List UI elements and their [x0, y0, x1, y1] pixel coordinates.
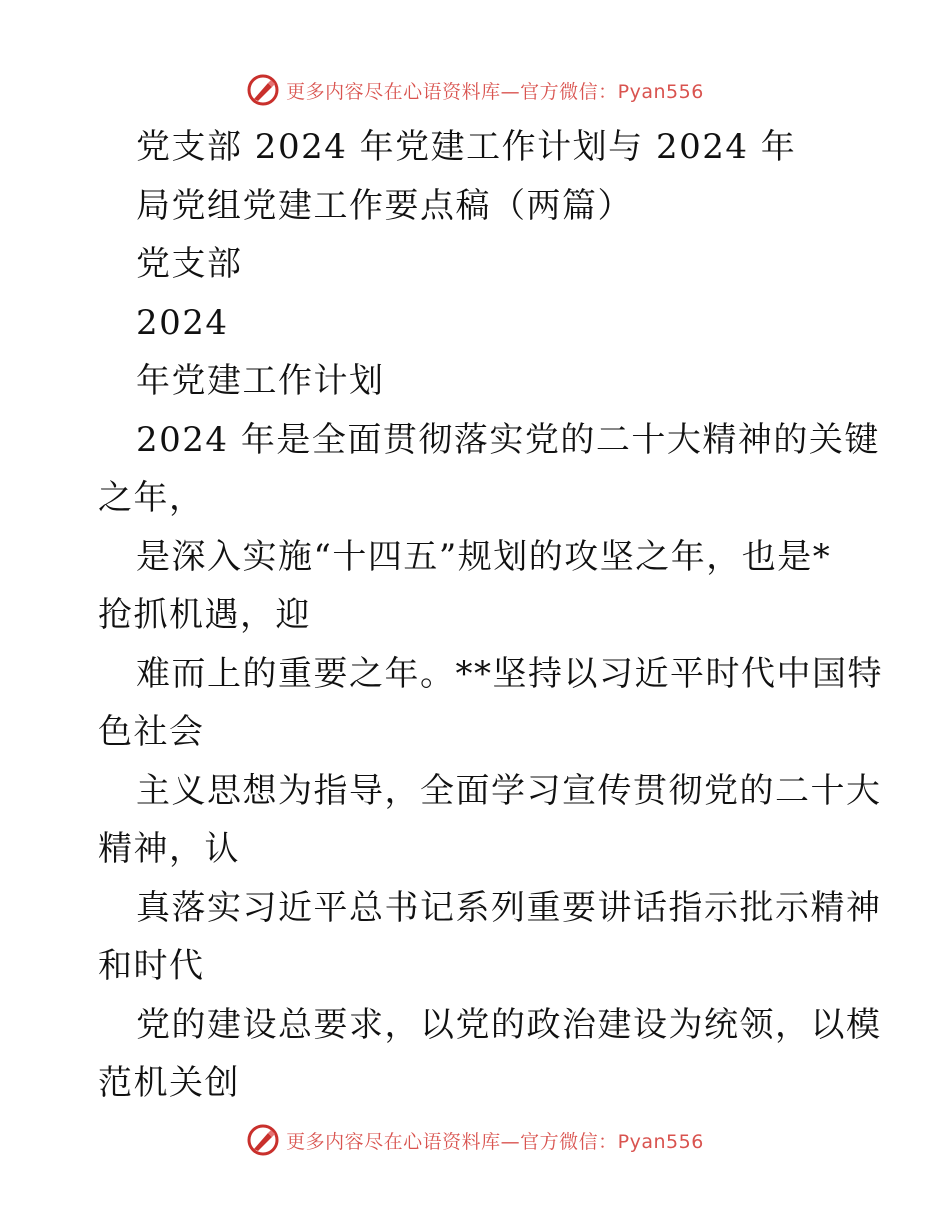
- section-heading-line-2: 2024: [136, 302, 229, 343]
- paragraph-line: 色社会: [98, 712, 205, 752]
- title-line-2: 局党组党建工作要点稿（两篇）: [136, 185, 633, 226]
- footer-banner-text: 更多内容尽在心语资料库—官方微信：Pyan556: [286, 1130, 704, 1153]
- paragraph-line: 范机关创: [98, 1063, 240, 1103]
- document-body: [98, 118, 883, 1113]
- paragraph-line: 抢抓机遇，迎: [98, 595, 311, 635]
- paragraph-line: 和时代: [98, 946, 205, 986]
- paragraph-line: 是深入实施“十四五”规划的攻坚之年，也是*: [136, 536, 832, 577]
- paragraph-line: 真落实习近平总书记系列重要讲话指示批示精神: [136, 887, 882, 928]
- paragraph-line: 党的建设总要求，以党的政治建设为统领，以模: [136, 1004, 882, 1045]
- paragraph-line: 精神，认: [98, 829, 240, 869]
- section-heading-line-1: 党支部: [136, 244, 243, 284]
- paragraph-line: 2024 年是全面贯彻落实党的二十大精神的关键: [136, 419, 880, 460]
- pen-logo-icon: [246, 1123, 280, 1157]
- title-line-1: 党支部 2024 年党建工作计划与 2024 年: [136, 127, 797, 167]
- header-banner: [0, 70, 950, 110]
- pen-logo-icon: [246, 73, 280, 107]
- paragraph-line: 主义思想为指导，全面学习宣传贯彻党的二十大: [136, 770, 882, 811]
- footer-banner: [0, 1120, 950, 1160]
- paragraph-line: 难而上的重要之年。**坚持以习近平时代中国特: [136, 653, 883, 694]
- paragraph-line: 之年，: [98, 478, 205, 518]
- section-heading-line-3: 年党建工作计划: [136, 361, 385, 401]
- header-banner-text: 更多内容尽在心语资料库—官方微信：Pyan556: [286, 80, 704, 103]
